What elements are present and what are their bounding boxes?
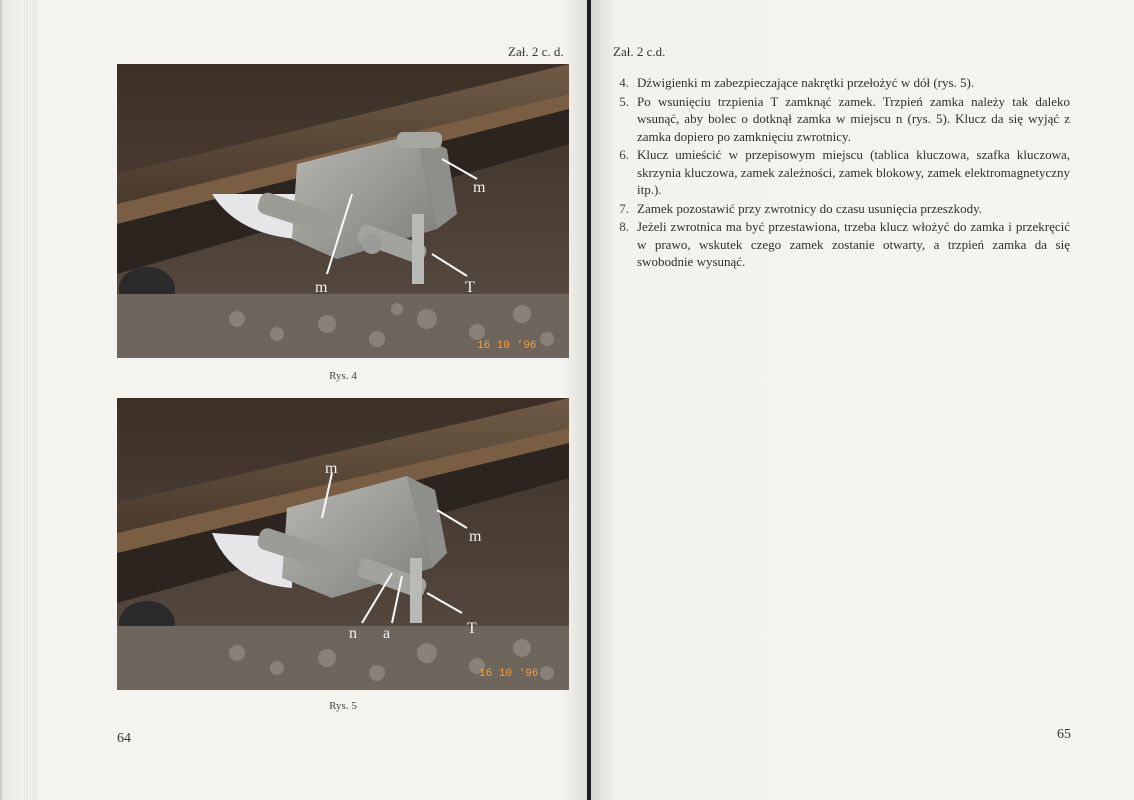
fig4-label-t: T — [465, 279, 475, 296]
list-item-text: Zamek pozostawić przy zwrotnicy do czasu usunięcia przeszkody. — [637, 200, 982, 216]
fig5-date-stamp: 16 10 '96 — [479, 668, 539, 680]
fig5-label-t: T — [467, 620, 477, 637]
list-item-number: 5. — [619, 93, 629, 109]
fig4-label-m-1: m — [473, 179, 486, 196]
list-item — [615, 146, 1070, 199]
rail-lock-photo-5 — [117, 398, 569, 690]
list-item-text: Dźwigienki m zabezpieczające nakrętki przełożyć w dół (rys. 5). — [637, 75, 975, 90]
list-item-number: 4. — [619, 75, 629, 90]
figure-4-photo — [117, 64, 569, 358]
fig5-label-a: a — [383, 625, 391, 642]
figure-5-photo — [117, 398, 569, 690]
list-item-number: 8. — [619, 219, 629, 234]
rail-lock-photo-4 — [117, 64, 569, 358]
list-item-text: Klucz umieścić w przepisowym miejscu (tablica kluczowa, szafka kluczowa, skrzynia kluczowa, zamek zależności, zamek blokowy, zamek elektromagnetyczny itp.). — [637, 147, 1070, 197]
fig4-date-stamp: 16 10 '96 — [477, 340, 537, 352]
figure-5-caption: Rys. 5 — [329, 700, 357, 712]
list-item-text: Po wsunięciu trzpienia T zamknąć zamek. Trzpień zamka należy tak daleko wsunąć, aby bolec o dotknął zamka w miejscu n (rys. 5). Klucz da się wyjąć z zamka dopiero po zamknięciu zwrotnicy. — [637, 93, 1070, 144]
right-page-header: Zał. 2 c.d. — [613, 44, 666, 59]
list-item — [615, 74, 1070, 92]
list-item-number: 6. — [619, 147, 629, 162]
list-item-number: 7. — [619, 200, 629, 216]
fig5-label-m-2: m — [469, 528, 482, 545]
instruction-list — [615, 74, 1070, 272]
fig4-label-m-2: m — [315, 279, 328, 296]
list-item — [615, 93, 1070, 146]
list-item — [615, 218, 1070, 271]
fig5-label-m-1: m — [325, 460, 338, 477]
left-page-header: Zał. 2 c. d. — [508, 44, 564, 59]
list-item — [615, 200, 1070, 218]
left-page-number: 64 — [117, 731, 131, 746]
page-edge-stack — [24, 0, 38, 800]
figure-4-caption: Rys. 4 — [329, 370, 357, 382]
right-page-number: 65 — [1057, 727, 1071, 742]
fig5-label-n: n — [349, 625, 357, 642]
list-item-text: Jeżeli zwrotnica ma być przestawiona, trzeba klucz włożyć do zamka i przekręcić w prawo, wskutek czego zamek zostanie otwarty, a trzpień zamka da się swobodnie wysunąć. — [637, 219, 1070, 269]
